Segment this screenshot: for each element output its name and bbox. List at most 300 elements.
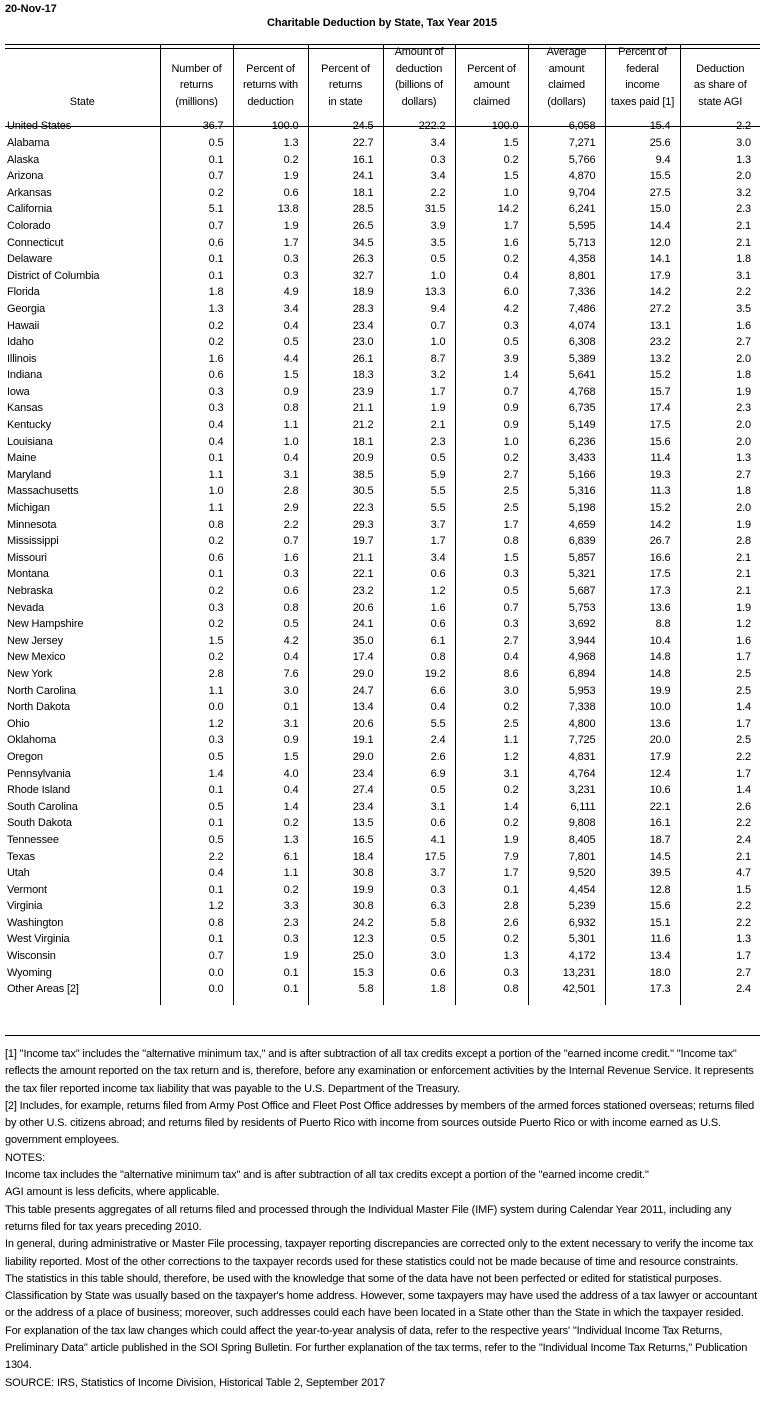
cell-pct_returns_with_deduction: 3.3 bbox=[233, 898, 308, 915]
cell-pct_amount_claimed: 0.1 bbox=[455, 882, 528, 899]
cell-pct_returns_in_state: 13.4 bbox=[308, 699, 383, 716]
cell-returns_millions: 0.1 bbox=[160, 268, 233, 285]
cell-pct_federal_income_taxes_paid: 15.0 bbox=[605, 201, 680, 218]
table-row bbox=[5, 749, 760, 766]
cell-deduction_share_state_agi: 2.1 bbox=[680, 550, 760, 567]
cell-pct_amount_claimed: 0.5 bbox=[455, 583, 528, 600]
column-header-pct-federal-income-taxes-paid bbox=[605, 44, 680, 110]
cell-amount_deduction_billions: 0.6 bbox=[383, 815, 455, 832]
cell-returns_millions: 1.6 bbox=[160, 351, 233, 368]
cell-deduction_share_state_agi: 2.1 bbox=[680, 235, 760, 252]
cell-avg_amount_claimed_dollars: 6,308 bbox=[528, 334, 605, 351]
cell-state: Maryland bbox=[7, 468, 52, 481]
cell-returns_millions: 0.0 bbox=[160, 965, 233, 982]
cell-pct_federal_income_taxes_paid: 14.5 bbox=[605, 849, 680, 866]
cell-pct_returns_in_state: 28.5 bbox=[308, 201, 383, 218]
cell-amount_deduction_billions: 3.7 bbox=[383, 865, 455, 882]
note-paragraph: For explanation of the tax law changes which could affect the year-to-year analysis of data, refer to the respective years' "Individual Income Tax Returns, Preliminary Data" article published in the SOI Spring Bulletin. For further explanation of the tax terms, refer to the "Individual Income Tax Returns," Publication 1304. bbox=[5, 1324, 748, 1372]
table-row bbox=[5, 301, 760, 318]
cell-amount_deduction_billions: 17.5 bbox=[383, 849, 455, 866]
cell-avg_amount_claimed_dollars: 7,336 bbox=[528, 284, 605, 301]
table-body bbox=[5, 110, 760, 1004]
cell-pct_amount_claimed: 1.7 bbox=[455, 865, 528, 882]
cell-pct_returns_in_state: 18.1 bbox=[308, 434, 383, 451]
cell-pct_amount_claimed: 0.4 bbox=[455, 268, 528, 285]
cell-state: Florida bbox=[7, 286, 40, 299]
table-row bbox=[5, 799, 760, 816]
cell-returns_millions: 0.1 bbox=[160, 931, 233, 948]
table-row bbox=[5, 517, 760, 534]
cell-pct_federal_income_taxes_paid: 14.2 bbox=[605, 284, 680, 301]
cell-pct_returns_with_deduction: 0.1 bbox=[233, 699, 308, 716]
cell-deduction_share_state_agi: 1.7 bbox=[680, 716, 760, 733]
cell-pct_returns_in_state: 23.0 bbox=[308, 334, 383, 351]
cell-avg_amount_claimed_dollars: 5,198 bbox=[528, 500, 605, 517]
cell-pct_federal_income_taxes_paid: 23.2 bbox=[605, 334, 680, 351]
cell-returns_millions: 0.1 bbox=[160, 882, 233, 899]
cell-pct_federal_income_taxes_paid: 13.2 bbox=[605, 351, 680, 368]
table-spacer-row bbox=[5, 110, 760, 118]
cell-amount_deduction_billions: 1.0 bbox=[383, 268, 455, 285]
cell-returns_millions: 0.2 bbox=[160, 334, 233, 351]
cell-avg_amount_claimed_dollars: 42,501 bbox=[528, 981, 605, 998]
cell-pct_federal_income_taxes_paid: 14.8 bbox=[605, 666, 680, 683]
table-row bbox=[5, 931, 760, 948]
cell-amount_deduction_billions: 0.5 bbox=[383, 782, 455, 799]
cell-amount_deduction_billions: 5.5 bbox=[383, 716, 455, 733]
table-row bbox=[5, 948, 760, 965]
column-header-avg-amount-claimed bbox=[528, 44, 605, 110]
cell-state: New Mexico bbox=[7, 651, 66, 664]
cell-pct_federal_income_taxes_paid: 12.0 bbox=[605, 235, 680, 252]
table-row bbox=[5, 434, 760, 451]
cell-returns_millions: 0.2 bbox=[160, 533, 233, 550]
cell-pct_returns_in_state: 24.1 bbox=[308, 616, 383, 633]
cell-pct_amount_claimed: 2.5 bbox=[455, 716, 528, 733]
cell-deduction_share_state_agi: 2.1 bbox=[680, 583, 760, 600]
cell-pct_amount_claimed: 0.2 bbox=[455, 152, 528, 169]
cell-state: Alaska bbox=[7, 153, 40, 166]
column-header-line: Number of bbox=[171, 62, 222, 75]
cell-returns_millions: 0.2 bbox=[160, 185, 233, 202]
cell-returns_millions: 0.5 bbox=[160, 799, 233, 816]
cell-pct_returns_with_deduction: 1.9 bbox=[233, 168, 308, 185]
table-row bbox=[5, 981, 760, 998]
cell-pct_returns_in_state: 21.1 bbox=[308, 400, 383, 417]
cell-pct_returns_with_deduction: 1.4 bbox=[233, 799, 308, 816]
cell-pct_amount_claimed: 0.3 bbox=[455, 616, 528, 633]
cell-pct_federal_income_taxes_paid: 19.3 bbox=[605, 467, 680, 484]
cell-deduction_share_state_agi: 2.1 bbox=[680, 566, 760, 583]
cell-avg_amount_claimed_dollars: 3,231 bbox=[528, 782, 605, 799]
cell-deduction_share_state_agi: 2.2 bbox=[680, 749, 760, 766]
cell-avg_amount_claimed_dollars: 4,968 bbox=[528, 649, 605, 666]
cell-returns_millions: 5.1 bbox=[160, 201, 233, 218]
table-row bbox=[5, 218, 760, 235]
cell-deduction_share_state_agi: 1.4 bbox=[680, 699, 760, 716]
cell-pct_returns_with_deduction: 4.9 bbox=[233, 284, 308, 301]
cell-deduction_share_state_agi: 1.7 bbox=[680, 649, 760, 666]
column-header-line: returns with bbox=[242, 79, 299, 92]
cell-state: Arkansas bbox=[7, 186, 52, 199]
table-spacer-cell bbox=[233, 998, 308, 1005]
column-header-line: amount bbox=[473, 79, 510, 92]
cell-amount_deduction_billions: 3.7 bbox=[383, 517, 455, 534]
cell-deduction_share_state_agi: 1.2 bbox=[680, 616, 760, 633]
cell-state: Pennsylvania bbox=[7, 767, 71, 780]
cell-state: Massachusetts bbox=[7, 485, 79, 498]
table-row bbox=[5, 384, 760, 401]
cell-amount_deduction_billions: 5.9 bbox=[383, 467, 455, 484]
column-header-line: Percent of bbox=[321, 62, 370, 75]
table-spacer-cell bbox=[680, 110, 760, 118]
cell-returns_millions: 0.7 bbox=[160, 218, 233, 235]
cell-returns_millions: 0.5 bbox=[160, 749, 233, 766]
column-header-line: Percent of bbox=[618, 46, 667, 58]
table-spacer-cell bbox=[680, 998, 760, 1005]
cell-pct_returns_in_state: 22.3 bbox=[308, 500, 383, 517]
cell-state: Illinois bbox=[7, 352, 37, 365]
table-row bbox=[5, 135, 760, 152]
cell-pct_amount_claimed: 0.7 bbox=[455, 384, 528, 401]
cell-deduction_share_state_agi: 2.0 bbox=[680, 417, 760, 434]
cell-pct_returns_in_state: 28.3 bbox=[308, 301, 383, 318]
cell-pct_amount_claimed: 14.2 bbox=[455, 201, 528, 218]
cell-pct_federal_income_taxes_paid: 15.7 bbox=[605, 384, 680, 401]
table-row bbox=[5, 849, 760, 866]
cell-amount_deduction_billions: 2.2 bbox=[383, 185, 455, 202]
cell-pct_returns_in_state: 34.5 bbox=[308, 235, 383, 252]
cell-pct_returns_with_deduction: 1.6 bbox=[233, 550, 308, 567]
cell-amount_deduction_billions: 2.4 bbox=[383, 732, 455, 749]
cell-pct_returns_with_deduction: 0.3 bbox=[233, 931, 308, 948]
table-row bbox=[5, 284, 760, 301]
cell-amount_deduction_billions: 3.0 bbox=[383, 948, 455, 965]
cell-pct_returns_in_state: 29.3 bbox=[308, 517, 383, 534]
cell-deduction_share_state_agi: 1.9 bbox=[680, 384, 760, 401]
cell-amount_deduction_billions: 0.6 bbox=[383, 616, 455, 633]
cell-pct_returns_in_state: 18.3 bbox=[308, 367, 383, 384]
cell-deduction_share_state_agi: 2.2 bbox=[680, 118, 760, 135]
column-header-line: Deduction bbox=[696, 62, 745, 75]
table-row bbox=[5, 201, 760, 218]
cell-pct_amount_claimed: 1.7 bbox=[455, 218, 528, 235]
cell-pct_returns_with_deduction: 0.4 bbox=[233, 318, 308, 335]
cell-pct_federal_income_taxes_paid: 14.8 bbox=[605, 649, 680, 666]
cell-returns_millions: 0.1 bbox=[160, 815, 233, 832]
cell-returns_millions: 0.7 bbox=[160, 948, 233, 965]
table-row bbox=[5, 716, 760, 733]
table-row bbox=[5, 417, 760, 434]
cell-returns_millions: 1.8 bbox=[160, 284, 233, 301]
cell-pct_returns_with_deduction: 0.6 bbox=[233, 583, 308, 600]
charitable-deduction-table-container bbox=[5, 44, 760, 1005]
column-header-line: deduction bbox=[395, 62, 443, 75]
cell-pct_federal_income_taxes_paid: 17.9 bbox=[605, 268, 680, 285]
cell-amount_deduction_billions: 13.3 bbox=[383, 284, 455, 301]
cell-deduction_share_state_agi: 1.8 bbox=[680, 251, 760, 268]
cell-state: Montana bbox=[7, 568, 49, 581]
table-spacer-row bbox=[5, 998, 760, 1005]
cell-pct_federal_income_taxes_paid: 9.4 bbox=[605, 152, 680, 169]
cell-pct_amount_claimed: 0.3 bbox=[455, 318, 528, 335]
cell-pct_returns_with_deduction: 2.2 bbox=[233, 517, 308, 534]
column-header-line: income bbox=[625, 79, 660, 92]
column-header-returns-millions bbox=[160, 44, 233, 110]
cell-pct_returns_in_state: 5.8 bbox=[308, 981, 383, 998]
cell-pct_returns_with_deduction: 0.7 bbox=[233, 533, 308, 550]
cell-returns_millions: 1.1 bbox=[160, 467, 233, 484]
table-row bbox=[5, 898, 760, 915]
cell-amount_deduction_billions: 3.4 bbox=[383, 168, 455, 185]
cell-state: Minnesota bbox=[7, 518, 57, 531]
cell-state: Iowa bbox=[7, 385, 30, 398]
cell-returns_millions: 0.0 bbox=[160, 699, 233, 716]
cell-pct_returns_with_deduction: 2.8 bbox=[233, 483, 308, 500]
table-row bbox=[5, 666, 760, 683]
cell-pct_returns_in_state: 15.3 bbox=[308, 965, 383, 982]
cell-avg_amount_claimed_dollars: 7,486 bbox=[528, 301, 605, 318]
cell-returns_millions: 2.2 bbox=[160, 849, 233, 866]
cell-pct_returns_with_deduction: 1.1 bbox=[233, 417, 308, 434]
cell-pct_federal_income_taxes_paid: 10.0 bbox=[605, 699, 680, 716]
cell-deduction_share_state_agi: 4.7 bbox=[680, 865, 760, 882]
cell-amount_deduction_billions: 6.6 bbox=[383, 683, 455, 700]
cell-state: Virginia bbox=[7, 900, 43, 913]
cell-returns_millions: 0.7 bbox=[160, 168, 233, 185]
table-row bbox=[5, 318, 760, 335]
column-header-deduction-share-state-agi-lines bbox=[681, 61, 761, 111]
cell-state: Alabama bbox=[7, 136, 50, 149]
cell-deduction_share_state_agi: 2.2 bbox=[680, 815, 760, 832]
table-row bbox=[5, 450, 760, 467]
table-row bbox=[5, 334, 760, 351]
cell-amount_deduction_billions: 0.3 bbox=[383, 882, 455, 899]
cell-pct_returns_in_state: 32.7 bbox=[308, 268, 383, 285]
cell-amount_deduction_billions: 222.2 bbox=[383, 118, 455, 135]
cell-pct_returns_in_state: 24.7 bbox=[308, 683, 383, 700]
table-row bbox=[5, 483, 760, 500]
cell-avg_amount_claimed_dollars: 8,801 bbox=[528, 268, 605, 285]
cell-returns_millions: 0.3 bbox=[160, 384, 233, 401]
cell-amount_deduction_billions: 5.5 bbox=[383, 483, 455, 500]
cell-pct_returns_in_state: 30.5 bbox=[308, 483, 383, 500]
cell-state: New Jersey bbox=[7, 634, 63, 647]
cell-pct_federal_income_taxes_paid: 13.6 bbox=[605, 600, 680, 617]
cell-amount_deduction_billions: 1.7 bbox=[383, 533, 455, 550]
cell-amount_deduction_billions: 3.9 bbox=[383, 218, 455, 235]
cell-avg_amount_claimed_dollars: 4,454 bbox=[528, 882, 605, 899]
cell-state: North Dakota bbox=[7, 701, 71, 714]
cell-deduction_share_state_agi: 2.4 bbox=[680, 981, 760, 998]
table-row bbox=[5, 467, 760, 484]
cell-avg_amount_claimed_dollars: 7,725 bbox=[528, 732, 605, 749]
cell-deduction_share_state_agi: 3.5 bbox=[680, 301, 760, 318]
cell-deduction_share_state_agi: 1.6 bbox=[680, 318, 760, 335]
table-row bbox=[5, 915, 760, 932]
cell-pct_amount_claimed: 0.9 bbox=[455, 417, 528, 434]
cell-deduction_share_state_agi: 1.7 bbox=[680, 766, 760, 783]
cell-amount_deduction_billions: 5.5 bbox=[383, 500, 455, 517]
cell-avg_amount_claimed_dollars: 5,641 bbox=[528, 367, 605, 384]
table-row bbox=[5, 782, 760, 799]
cell-pct_federal_income_taxes_paid: 26.7 bbox=[605, 533, 680, 550]
table-spacer-cell bbox=[455, 110, 528, 118]
cell-returns_millions: 0.8 bbox=[160, 517, 233, 534]
cell-pct_returns_in_state: 29.0 bbox=[308, 666, 383, 683]
cell-pct_amount_claimed: 0.2 bbox=[455, 815, 528, 832]
cell-pct_amount_claimed: 2.6 bbox=[455, 915, 528, 932]
cell-deduction_share_state_agi: 2.0 bbox=[680, 351, 760, 368]
column-header-amount-deduction-lines bbox=[384, 44, 455, 110]
cell-pct_returns_with_deduction: 0.5 bbox=[233, 334, 308, 351]
cell-amount_deduction_billions: 1.7 bbox=[383, 384, 455, 401]
cell-state: California bbox=[7, 203, 52, 216]
cell-avg_amount_claimed_dollars: 5,753 bbox=[528, 600, 605, 617]
cell-pct_returns_with_deduction: 1.3 bbox=[233, 135, 308, 152]
cell-pct_returns_in_state: 12.3 bbox=[308, 931, 383, 948]
table-row bbox=[5, 235, 760, 252]
cell-avg_amount_claimed_dollars: 4,764 bbox=[528, 766, 605, 783]
cell-avg_amount_claimed_dollars: 5,149 bbox=[528, 417, 605, 434]
cell-deduction_share_state_agi: 2.5 bbox=[680, 732, 760, 749]
cell-avg_amount_claimed_dollars: 9,520 bbox=[528, 865, 605, 882]
column-header-pct-amount-claimed-lines bbox=[456, 61, 528, 111]
cell-pct_amount_claimed: 1.6 bbox=[455, 235, 528, 252]
column-header-deduction-share-state-agi bbox=[680, 44, 760, 110]
column-header-line: amount bbox=[548, 62, 585, 75]
table-row bbox=[5, 965, 760, 982]
cell-pct_federal_income_taxes_paid: 17.5 bbox=[605, 566, 680, 583]
cell-pct_federal_income_taxes_paid: 15.2 bbox=[605, 367, 680, 384]
cell-avg_amount_claimed_dollars: 7,801 bbox=[528, 849, 605, 866]
cell-deduction_share_state_agi: 2.2 bbox=[680, 915, 760, 932]
cell-pct_amount_claimed: 0.3 bbox=[455, 566, 528, 583]
cell-pct_federal_income_taxes_paid: 16.1 bbox=[605, 815, 680, 832]
cell-avg_amount_claimed_dollars: 5,953 bbox=[528, 683, 605, 700]
cell-pct_amount_claimed: 1.0 bbox=[455, 434, 528, 451]
cell-state: Utah bbox=[7, 867, 30, 880]
cell-pct_returns_with_deduction: 4.0 bbox=[233, 766, 308, 783]
cell-deduction_share_state_agi: 2.7 bbox=[680, 334, 760, 351]
cell-returns_millions: 0.4 bbox=[160, 434, 233, 451]
cell-pct_federal_income_taxes_paid: 17.9 bbox=[605, 749, 680, 766]
cell-pct_returns_in_state: 19.9 bbox=[308, 882, 383, 899]
note-paragraph: Classification by State was usually based on the taxpayer's home address. However, some taxpayers may have used the address of a tax lawyer or accountant or the address of a place of business; moreover, such addresses could each have been located in a State other than the State in which the taxpayer resided. bbox=[5, 1290, 758, 1320]
cell-deduction_share_state_agi: 2.7 bbox=[680, 467, 760, 484]
table-row bbox=[5, 600, 760, 617]
note-paragraph: Income tax includes the "alternative minimum tax" and is after subtraction of all tax credits except a portion of the "earned income credit." bbox=[5, 1169, 649, 1182]
cell-avg_amount_claimed_dollars: 6,236 bbox=[528, 434, 605, 451]
column-header-line: State bbox=[69, 95, 95, 108]
cell-pct_returns_with_deduction: 0.3 bbox=[233, 268, 308, 285]
cell-returns_millions: 36.7 bbox=[160, 118, 233, 135]
table-spacer-cell bbox=[383, 110, 455, 118]
cell-returns_millions: 0.1 bbox=[160, 251, 233, 268]
cell-pct_returns_in_state: 22.7 bbox=[308, 135, 383, 152]
cell-state: New Hampshire bbox=[7, 618, 84, 631]
cell-pct_returns_with_deduction: 1.7 bbox=[233, 235, 308, 252]
cell-pct_returns_with_deduction: 0.3 bbox=[233, 566, 308, 583]
cell-pct_returns_with_deduction: 0.8 bbox=[233, 400, 308, 417]
table-row bbox=[5, 351, 760, 368]
cell-returns_millions: 1.2 bbox=[160, 716, 233, 733]
cell-pct_amount_claimed: 0.3 bbox=[455, 965, 528, 982]
cell-returns_millions: 1.1 bbox=[160, 500, 233, 517]
cell-deduction_share_state_agi: 1.6 bbox=[680, 633, 760, 650]
cell-amount_deduction_billions: 3.2 bbox=[383, 367, 455, 384]
cell-amount_deduction_billions: 6.3 bbox=[383, 898, 455, 915]
cell-state: Delaware bbox=[7, 253, 53, 266]
note-paragraph: This table presents aggregates of all returns filed and processed through the Individual Master File (IMF) system during Calendar Year 2011, including any returns filed for tax years preceding 2010. bbox=[5, 1203, 732, 1233]
charitable-deduction-table bbox=[5, 44, 760, 1005]
cell-state: North Carolina bbox=[7, 684, 76, 697]
table-row bbox=[5, 732, 760, 749]
cell-returns_millions: 0.6 bbox=[160, 235, 233, 252]
cell-pct_federal_income_taxes_paid: 12.4 bbox=[605, 766, 680, 783]
cell-state: Wisconsin bbox=[7, 950, 56, 963]
cell-avg_amount_claimed_dollars: 8,405 bbox=[528, 832, 605, 849]
cell-pct_federal_income_taxes_paid: 17.5 bbox=[605, 417, 680, 434]
cell-returns_millions: 0.2 bbox=[160, 616, 233, 633]
cell-deduction_share_state_agi: 2.3 bbox=[680, 201, 760, 218]
cell-pct_returns_in_state: 23.4 bbox=[308, 799, 383, 816]
cell-pct_returns_with_deduction: 1.9 bbox=[233, 218, 308, 235]
note-paragraph: AGI amount is less deficits, where applicable. bbox=[5, 1186, 220, 1199]
cell-avg_amount_claimed_dollars: 7,271 bbox=[528, 135, 605, 152]
table-row bbox=[5, 550, 760, 567]
cell-avg_amount_claimed_dollars: 5,766 bbox=[528, 152, 605, 169]
cell-pct_returns_with_deduction: 1.5 bbox=[233, 367, 308, 384]
table-row bbox=[5, 118, 760, 135]
cell-pct_federal_income_taxes_paid: 14.1 bbox=[605, 251, 680, 268]
note-paragraph: In general, during administrative or Master File processing, taxpayer reporting discrepancies are corrected only to the extent necessary to verify the income tax liability reported. Most of the other corrections to the taxpayer records used for these statistics could not be made because of time and resource constraints. The statistics in this table should, therefore, be used with the knowledge that some of the data have not been perfected or edited for statistical purposes. bbox=[5, 1238, 754, 1285]
cell-state: South Dakota bbox=[7, 817, 72, 830]
cell-pct_amount_claimed: 4.2 bbox=[455, 301, 528, 318]
cell-pct_returns_with_deduction: 3.0 bbox=[233, 683, 308, 700]
cell-pct_returns_in_state: 16.5 bbox=[308, 832, 383, 849]
cell-pct_returns_with_deduction: 0.2 bbox=[233, 815, 308, 832]
cell-pct_returns_in_state: 23.4 bbox=[308, 318, 383, 335]
cell-pct_amount_claimed: 1.4 bbox=[455, 367, 528, 384]
cell-amount_deduction_billions: 3.5 bbox=[383, 235, 455, 252]
column-header-line: deduction bbox=[247, 95, 294, 108]
cell-pct_returns_with_deduction: 0.3 bbox=[233, 251, 308, 268]
table-spacer-cell bbox=[605, 998, 680, 1005]
column-header-line: as share of bbox=[693, 79, 747, 92]
cell-returns_millions: 1.4 bbox=[160, 766, 233, 783]
table-row bbox=[5, 367, 760, 384]
cell-pct_returns_with_deduction: 1.0 bbox=[233, 434, 308, 451]
cell-pct_amount_claimed: 8.6 bbox=[455, 666, 528, 683]
cell-deduction_share_state_agi: 2.1 bbox=[680, 218, 760, 235]
table-row bbox=[5, 168, 760, 185]
table-row bbox=[5, 583, 760, 600]
cell-avg_amount_claimed_dollars: 5,301 bbox=[528, 931, 605, 948]
cell-pct_returns_in_state: 25.0 bbox=[308, 948, 383, 965]
cell-deduction_share_state_agi: 2.4 bbox=[680, 832, 760, 849]
column-header-avg-amount-claimed-lines bbox=[529, 44, 605, 110]
cell-returns_millions: 2.8 bbox=[160, 666, 233, 683]
cell-pct_amount_claimed: 1.1 bbox=[455, 732, 528, 749]
cell-pct_returns_with_deduction: 4.4 bbox=[233, 351, 308, 368]
cell-state: Rhode Island bbox=[7, 784, 71, 797]
cell-pct_returns_in_state: 18.1 bbox=[308, 185, 383, 202]
cell-deduction_share_state_agi: 1.3 bbox=[680, 450, 760, 467]
cell-pct_federal_income_taxes_paid: 18.0 bbox=[605, 965, 680, 982]
cell-state: Missouri bbox=[7, 551, 47, 564]
cell-amount_deduction_billions: 0.6 bbox=[383, 566, 455, 583]
